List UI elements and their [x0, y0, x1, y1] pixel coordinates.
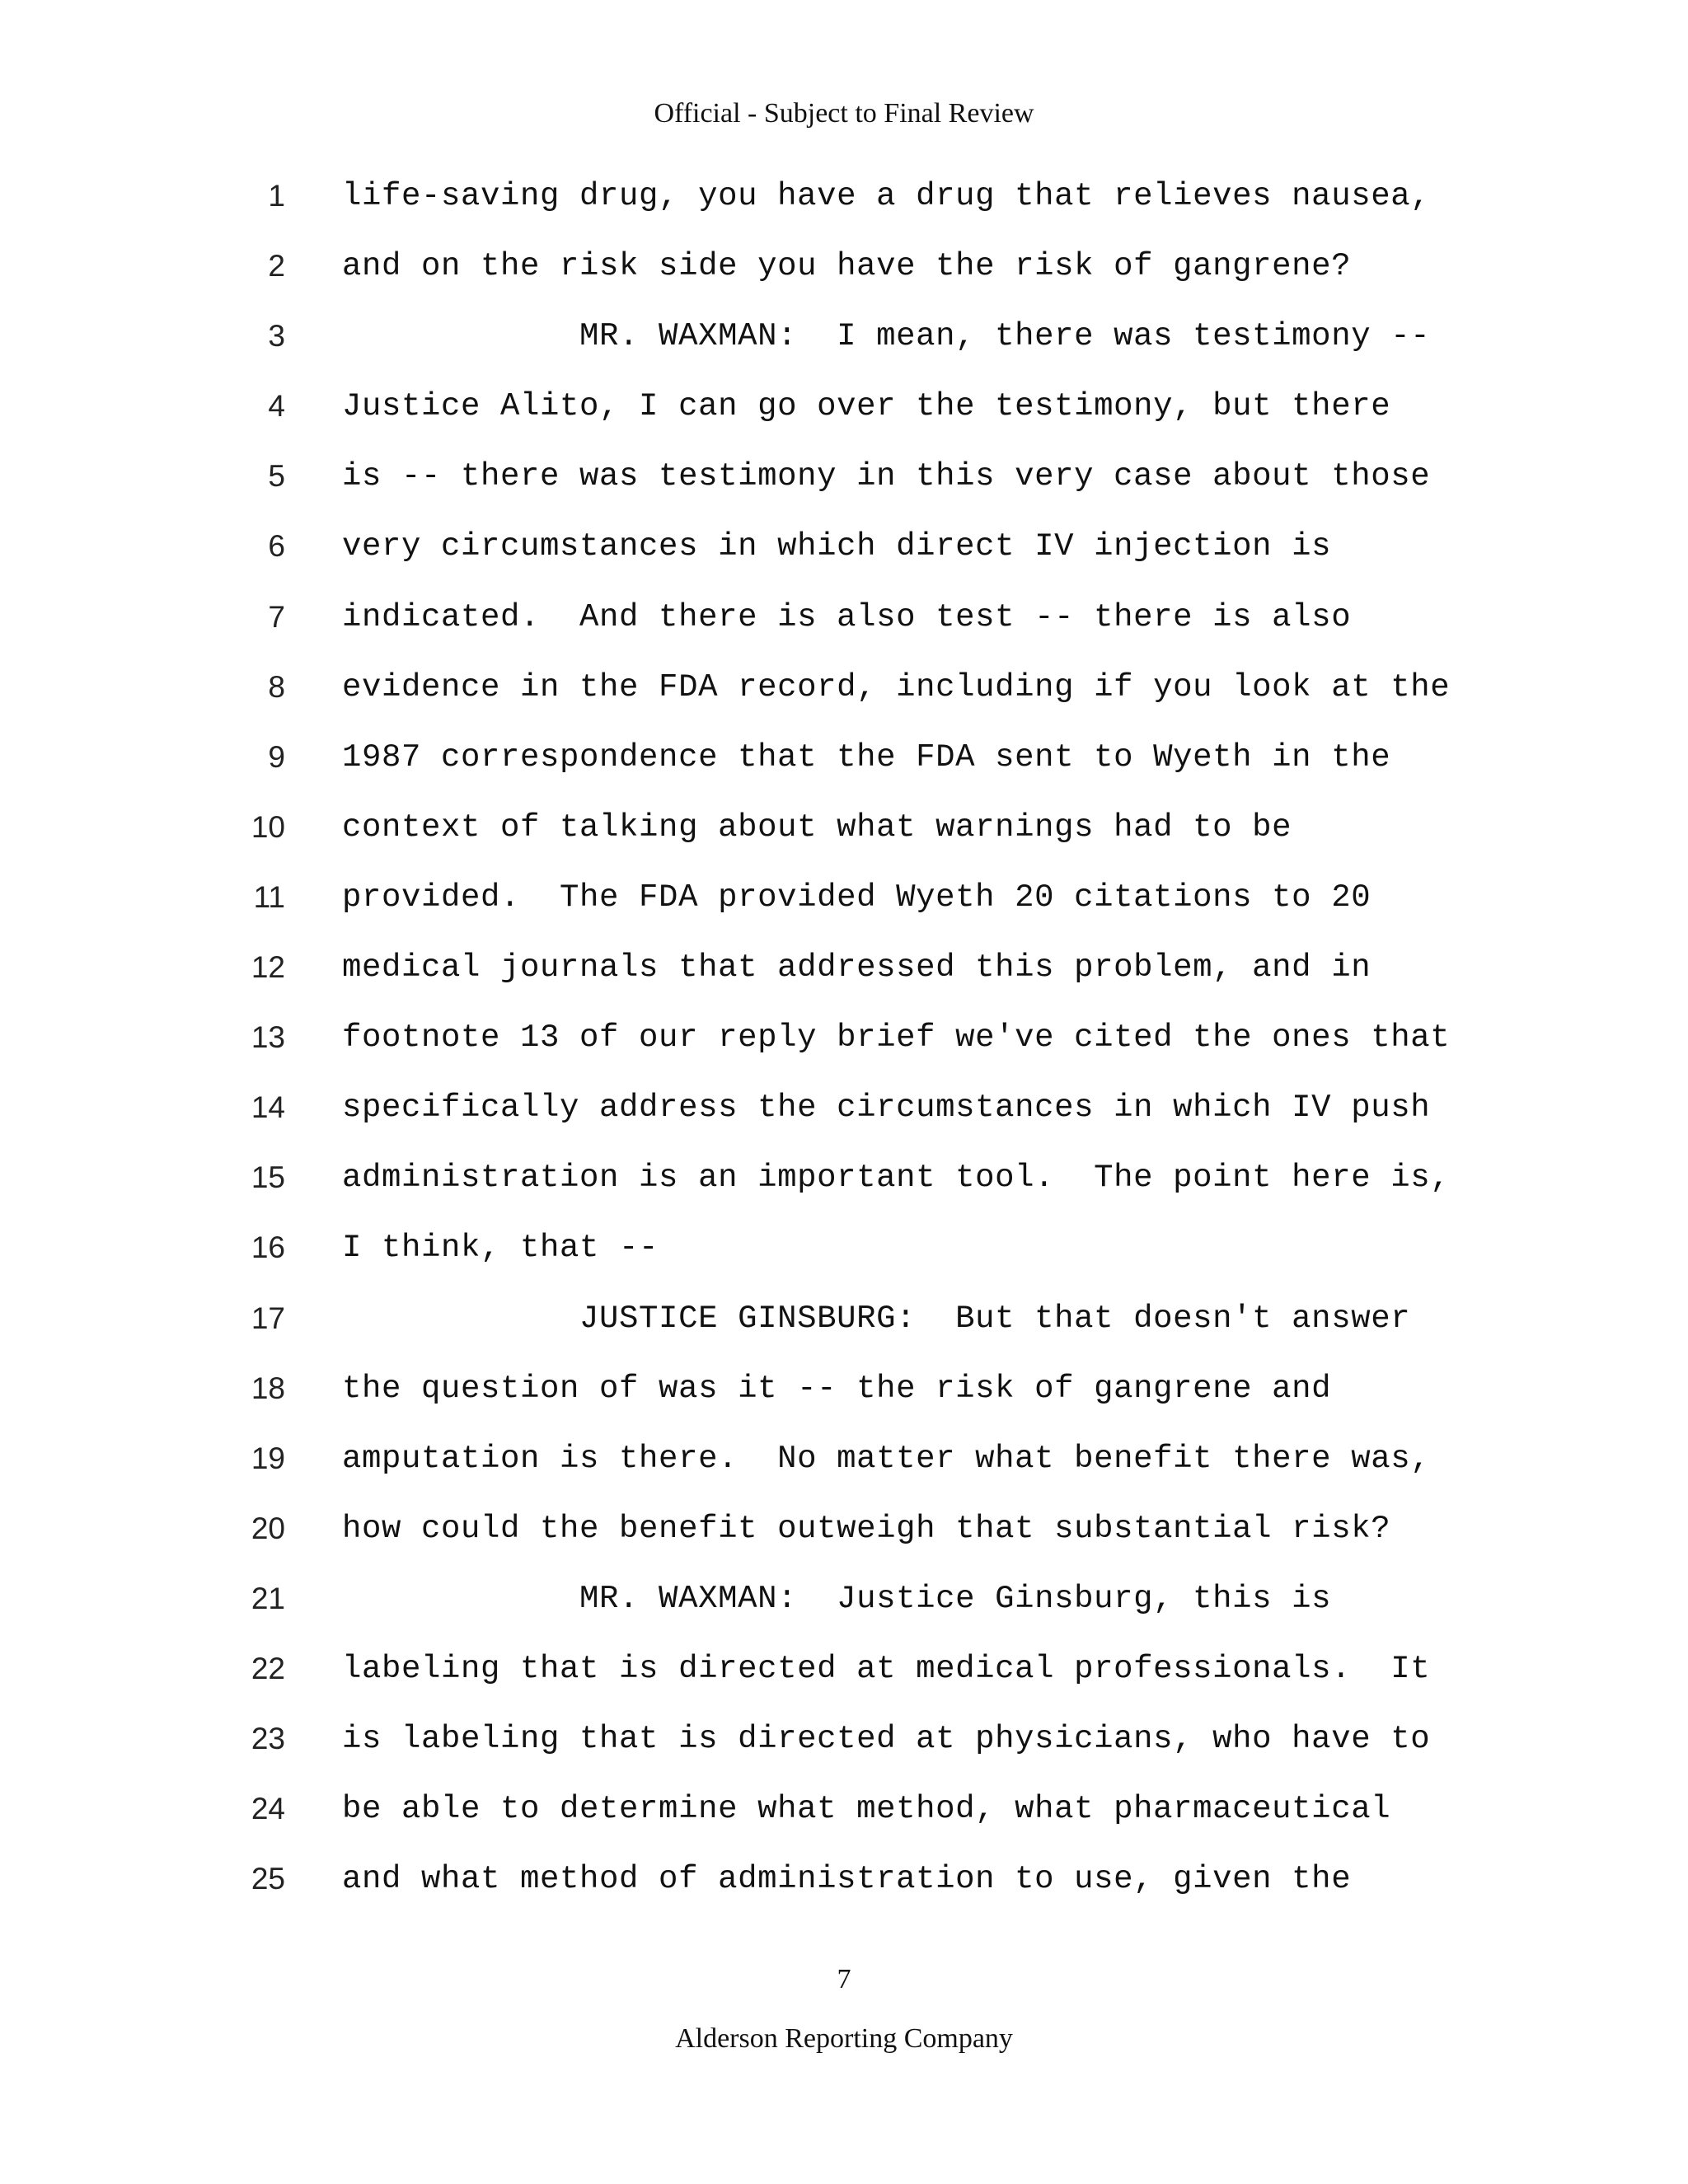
- transcript-line: [0, 871, 1688, 941]
- line-number: 12: [251, 950, 285, 985]
- line-number: 21: [251, 1581, 285, 1615]
- line-text: and on the risk side you have the risk of gangrene?: [342, 248, 1352, 285]
- transcript-line: [0, 941, 1688, 1011]
- line-number: 25: [251, 1862, 285, 1896]
- transcript-line: [0, 1572, 1688, 1643]
- line-number: 16: [251, 1230, 285, 1265]
- line-number: 6: [268, 529, 285, 564]
- line-number: 19: [251, 1441, 285, 1475]
- page-number: 7: [837, 1964, 851, 1994]
- line-text: specifically address the circumstances in which IV push: [342, 1090, 1431, 1127]
- line-number: 24: [251, 1792, 285, 1826]
- line-text: evidence in the FDA record, including if you look at the: [342, 668, 1451, 705]
- line-text: is labeling that is directed at physicians, who have to: [342, 1721, 1431, 1758]
- line-number: 9: [268, 739, 285, 774]
- transcript-line: [0, 310, 1688, 380]
- line-number: 20: [251, 1511, 285, 1545]
- line-text: life-saving drug, you have a drug that relieves nausea,: [342, 178, 1431, 214]
- transcript-line: [0, 450, 1688, 520]
- transcript-line: [0, 661, 1688, 731]
- line-number: 15: [251, 1160, 285, 1195]
- line-text: provided. The FDA provided Wyeth 20 citations to 20: [342, 879, 1372, 916]
- page-header: Official - Subject to Final Review: [654, 98, 1034, 129]
- line-text: be able to determine what method, what pharmaceutical: [342, 1791, 1391, 1828]
- transcript-line: [0, 591, 1688, 661]
- line-number: 13: [251, 1020, 285, 1055]
- transcript-line: [0, 1362, 1688, 1432]
- transcript-line: [0, 1081, 1688, 1151]
- line-number: 10: [251, 809, 285, 844]
- line-number: 22: [251, 1651, 285, 1685]
- transcript-line: [0, 1643, 1688, 1713]
- line-text: I think, that --: [342, 1230, 659, 1267]
- line-text: amputation is there. No matter what benefit there was,: [342, 1440, 1431, 1477]
- line-number: 1: [268, 179, 285, 213]
- transcript-line: [0, 1713, 1688, 1783]
- line-text: the question of was it -- the risk of gangrene and: [342, 1370, 1332, 1407]
- transcript-line: [0, 520, 1688, 590]
- line-text: MR. WAXMAN: Justice Ginsburg, this is: [342, 1580, 1332, 1617]
- line-text: is -- there was testimony in this very case about those: [342, 458, 1431, 495]
- line-text: MR. WAXMAN: I mean, there was testimony --: [342, 318, 1431, 355]
- line-text: indicated. And there is also test -- there is also: [342, 598, 1352, 635]
- line-text: administration is an important tool. The point here is,: [342, 1160, 1451, 1197]
- line-text: medical journals that addressed this problem, and in: [342, 949, 1372, 987]
- transcript-line: [0, 380, 1688, 450]
- line-number: 5: [268, 459, 285, 494]
- line-number: 8: [268, 669, 285, 704]
- transcript-line: [0, 1502, 1688, 1572]
- line-number: 18: [251, 1371, 285, 1405]
- page-footer: Alderson Reporting Company: [675, 2023, 1013, 2054]
- line-text: Justice Alito, I can go over the testimony, but there: [342, 388, 1391, 425]
- transcript-line: [0, 1151, 1688, 1221]
- transcript-line: [0, 1783, 1688, 1853]
- line-text: 1987 correspondence that the FDA sent to Wyeth in the: [342, 738, 1391, 776]
- transcript-line: [0, 801, 1688, 871]
- transcript-line: [0, 1432, 1688, 1502]
- transcript-line: [0, 1853, 1688, 1923]
- transcript-line: [0, 731, 1688, 801]
- line-text: footnote 13 of our reply brief we've cited the ones that: [342, 1019, 1451, 1057]
- line-text: JUSTICE GINSBURG: But that doesn't answer: [342, 1300, 1411, 1337]
- line-number: 17: [251, 1301, 285, 1335]
- transcript-line: [0, 170, 1688, 240]
- line-text: context of talking about what warnings had to be: [342, 808, 1292, 846]
- line-number: 2: [268, 249, 285, 284]
- transcript-line: [0, 1221, 1688, 1291]
- line-text: and what method of administration to use, given the: [342, 1861, 1352, 1898]
- line-number: 23: [251, 1722, 285, 1756]
- line-number: 11: [253, 879, 285, 914]
- line-text: how could the benefit outweigh that substantial risk?: [342, 1510, 1391, 1547]
- transcript-line: [0, 1292, 1688, 1362]
- line-text: very circumstances in which direct IV injection is: [342, 528, 1332, 565]
- transcript-line: [0, 240, 1688, 310]
- transcript-body: [0, 170, 1688, 1923]
- line-number: 14: [251, 1090, 285, 1125]
- line-number: 4: [268, 389, 285, 424]
- line-number: 3: [268, 319, 285, 354]
- transcript-line: [0, 1011, 1688, 1081]
- line-text: labeling that is directed at medical professionals. It: [342, 1650, 1431, 1687]
- line-number: 7: [268, 599, 285, 634]
